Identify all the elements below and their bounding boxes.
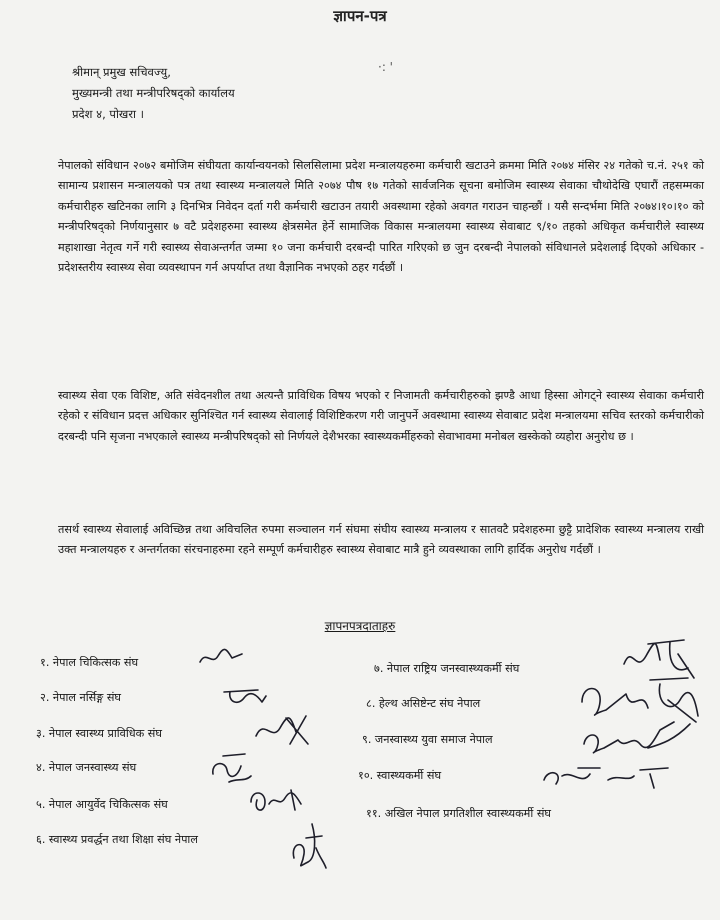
- signature-3: [250, 708, 312, 750]
- addressee-line: श्रीमान् प्रमुख सचिवज्यु,: [72, 65, 171, 79]
- signature-4: [205, 748, 257, 788]
- signatory-item: ४. नेपाल जनस्वास्थ्य संघ: [36, 761, 137, 774]
- signature-5: [245, 784, 309, 816]
- signature-6: [286, 818, 330, 874]
- body-paragraph-3: तसर्थ स्वास्थ्य सेवालाई अविच्छिन्न तथा अविचलित रुपमा सञ्चालन गर्न संघमा संघीय स्वास्थ्य मन्त्रालय र सातवटै प्रदेशहरुमा छुट्टै प्रादेशिक स्वास्थ्य मन्त्रालय राखी उक्त मन्त्रालयहरु र अन्तर्गतका संरचनाहरुमा रहने सम्पूर्ण कर्मचारीहरु स्वास्थ्य सेवाबाट मात्रै हुने व्यवस्थाका लागि हार्दिक अनुरोध गर्दछौं ।: [58, 523, 704, 557]
- signature-10: [538, 762, 678, 794]
- addressee-line: मुख्यमन्त्री तथा मन्त्रीपरिषद्को कार्यालय: [72, 86, 235, 100]
- signature-9: [578, 714, 698, 758]
- body-paragraph-1: नेपालको संविधान २०७२ बमोजिम संघीयता कार्यान्वयनको सिलसिलामा प्रदेश मन्त्रालयहरुमा कर्मचारी खटाउने क्रममा मिति २०७४ मंसिर २४ गतेको च.नं. २५१ को सामान्य प्रशासन मन्त्रालयको पत्र तथा स्वास्थ्य मन्त्रालयले मिति २०७४ पौष १७ गतेको सार्वजनिक सूचना बमोजिम स्वास्थ्य सेवाका चौथोदेखि एघारौं तहसम्मका कर्मचारीहरु खटिनका लागि ३ दिनभित्र निवेदन दर्ता गरी कर्मचारी खटाउन तयारी अवस्थामा रहेको अवगत गराउन चाहन्छौं । यसै सन्दर्भमा मिति २०७४।१०।१० को मन्त्रीपरिषद्को निर्णयानुसार ७ वटै प्रदेशहरुमा स्वास्थ्य क्षेत्रसमेत हेर्ने सामाजिक विकास मन्त्रालयमा स्वास्थ्य सेवाबाट ९/१० तहको अधिकृत कर्मचारीले स्वास्थ्य महाशाखा नेतृत्व गर्ने गरी स्वास्थ्य सेवाअन्तर्गत जम्मा १० जना कर्मचारी दरबन्दी पारित गरिएको छ जुन दरबन्दी नेपालको संविधानले प्रदेशलाई दिएको अधिकार - प्रदेशस्तरीय स्वास्थ्य सेवा व्यवस्थापन गर्न अपर्याप्त तथा वैज्ञानिक नभएको ठहर गर्दछौं ।: [58, 159, 704, 275]
- signatory-item: २. नेपाल नर्सिङ्ग संघ: [40, 691, 122, 704]
- signatories-heading: ज्ञापनपत्रदाताहरु: [324, 619, 396, 633]
- signatory-item: ८. हेल्थ असिष्टेन्ट संघ नेपाल: [366, 697, 481, 710]
- signatory-item: ७. नेपाल राष्ट्रिय जनस्वास्थ्यकर्मी संघ: [374, 662, 520, 675]
- addressee-block: [72, 62, 235, 125]
- signatory-item: ११. अखिल नेपाल प्रगतिशील स्वास्थ्यकर्मी संघ: [366, 807, 551, 820]
- signatory-item: ६. स्वास्थ्य प्रवर्द्धन तथा शिक्षा संघ नेपाल: [36, 833, 198, 846]
- signatory-item: १. नेपाल चिकित्सक संघ: [40, 656, 139, 669]
- signatory-item: ३. नेपाल स्वास्थ्य प्राविधिक संघ: [36, 727, 162, 740]
- stray-mark: ·: ': [378, 60, 393, 74]
- body-paragraph-2: स्वास्थ्य सेवा एक विशिष्ट, अति संवेदनशील तथा अत्यन्तै प्राविधिक विषय भएको र निजामती कर्मचारीहरुको झण्डै आधा हिस्सा ओगट्ने स्वास्थ्य सेवाका कर्मचारी रहेको र संविधान प्रदत्त अधिकार सुनिश्चित गर्न स्वास्थ्य सेवालाई विशिष्टिकरण गरी जानुपर्ने अवस्थामा स्वास्थ्य सेवाबाट प्रदेश मन्त्रालयमा सचिव स्तरको कर्मचारीको दरबन्दी पनि सृजना नभएकाले स्वास्थ्य मन्त्रीपरिषद्को सो निर्णयले देशैभरका स्वास्थ्यकर्मीहरुको सेवाभावमा मनोबल खस्केको व्यहोरा अनुरोध छ ।: [58, 389, 704, 443]
- signatory-item: ५. नेपाल आयुर्वेद चिकित्सक संघ: [36, 798, 168, 811]
- signatory-item: १०. स्वास्थ्यकर्मी संघ: [358, 769, 442, 782]
- addressee-line: प्रदेश ४, पोखरा ।: [72, 107, 145, 121]
- signature-1: [196, 644, 246, 672]
- document-title: ज्ञापन-पत्र: [333, 7, 387, 25]
- signatory-item: ९. जनस्वास्थ्य युवा समाज नेपाल: [362, 733, 493, 746]
